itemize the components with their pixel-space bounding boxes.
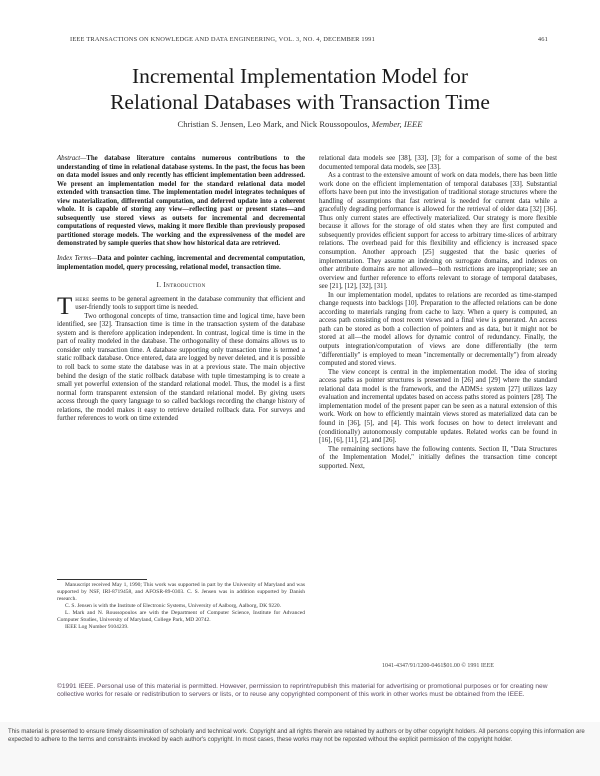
abstract-text: The database literature contains numerous contributions to the understanding of time in relational database systems. In the past, the focus has been on data model issues and only recently has efficient implementation been addressed. We present an implementation model for the standard relational data model extended with transaction time. The implementation model integrates techniques of view materialization, differential computation, and deferred update into a coherent whole. It is capable of storing any view—reflecting past or present states—and subsequently use stored views as outsets for incremental and decremental computations of requested views, making it more flexible than previously proposed partitioned storage models. The working and the expressiveness of the model are demonstrated by sample queries that show how historical data are retrieved. [57,155,305,248]
section-heading-introduction: I. Introduction [156,281,206,290]
ieee-copyright-notice: ©1991 IEEE. Personal use of this material is permitted. However, permission to reprint/republish this material for advertising or promotional purposes or for creating new collective works for resale or redistribution to servers or lists, or to reuse any copyrighted component of this work in other works must be obtained from the IEEE. [57,683,548,699]
abstract-lead: Abstract— [57,155,87,162]
index-terms-text: Data and pointer caching, incremental and decremental computation, implementation model, query processing, relational model, transaction time. [57,255,306,271]
index-terms [57,255,305,272]
intro-paragraph-1 [57,292,305,320]
footnote-rule [57,579,147,580]
author-names: Christian S. Jensen, Leo Mark, and Nick Roussopoulos, [177,119,370,129]
right-paragraph-3: In our implementation model, updates to relations are recorded as time-stamped change requests into backlogs [10]. Preparation to the affected relations can be done according to materials ranging from cache to lazy. When a query is computed, an access path consisting of most recent views and a final view is generated. An access path can be stored as both a collection of pointers and as data, but it might not be stored at all—the model allows for dynamic control of redundancy. Finally, the outputs integration/computation of views are done differentially (the term "differentially" is employed to mean "incrementally or decrementally") from already computed and stored views. [319,291,557,368]
journal-running-title: IEEE TRANSACTIONS ON KNOWLEDGE AND DATA ENGINEERING, VOL. 3, NO. 4, DECEMBER 1991 [70,36,375,43]
footnotes [57,582,305,631]
paper-title-line-1: Incremental Implementation Model for [131,64,469,88]
paper-title-line-2: Relational Databases with Transaction Time [110,90,490,114]
footnote-log-number: IEEE Log Number 9104239. [65,624,129,630]
repository-notice-box [0,722,600,776]
right-paragraph-2: As a contrast to the extensive amount of work on data models, there has been little work done on the efficient implementation of temporal databases [33]. Substantial efforts have been put into the investigation of traditional storage structures where the handling of assumptions that fast retrieval is needed for current data while a gracefully degrading performance is allowed for the retrieval of older data [32] [36]. Thus only current states are effectively materialized. Our strategy is more flexible because it allows for the storage of old states when they are first computed and subsequently provides efficient support for access to arbitrary time-slices of arbitrary relations. The overhead paid for this flexibility and efficiency is increased space consumption. Another approach [25] suggested that the basic queries of implementation. They assume an indexing on surrogate domains, and indexes on other attribute domains are not allowed—both restrictions are inappropriate; see an overview and further reference to efforts relevant to storage of temporal databases, see [21], [12], [32], [31]. [319,172,557,291]
right-column [319,155,557,471]
intro-first-word: here [75,295,90,303]
drop-cap: T [57,292,73,320]
footnote-affiliation-2: L. Mark and N. Roussopoulos are with the Department of Computer Science, Institute for Advanced Computer Studies, University of Maryland, College Park, MD 20742. [57,610,305,623]
author-line [60,119,540,129]
intro-paragraph-2: Two orthogonal concepts of time, transaction time and logical time, have been identified, see [32]. Transaction time is time in the transaction system of the database system and is therefore application independent. In contrast, logical time is time in the part of reality modeled in the database. The orthogonality of these domains allows us to consider only transaction time. A database supporting only transaction time is termed a static rollback database. Once entered, data are logged by never deleted, and it is possible to roll back to some state the database was in at a previous state. The main objective behind the design of the static rollback database with tuple timestamping is to create a small yet powerful extension of the standard relational model. Thus, the model is a first normal form transparent extension of the standard relational model. By giving users access through the query language to so called backlogs recording the change history of relations, the model makes it easy to retrieve detailed rollback data. For surveys and further references to work on time extended [57,312,305,423]
footnote-manuscript: Manuscript received May 1, 1990; This work was supported in part by the University of Maryland and was supported by NSF, IRI-8719458, and AFOSR-89-0303. C. S. Jensen was in addition supported by Danish research. [57,582,305,602]
footnote-affiliation-1: C. S. Jensen is with the Institute of Electronic Systems, University of Aalborg, Aalborg, DK 9220. [65,603,281,609]
intro-paragraph-1-text: seems to be general agreement in the database community that efficient and user-friendly tools to support time is needed. [75,295,305,312]
page-number: 461 [537,36,548,43]
right-paragraph-1: relational data models see [38], [33], [3]; for a comparison of some of the best documented temporal data models, see [33]. [319,155,557,171]
right-paragraph-5: The remaining sections have the following contents. Section II, "Data Structures of the Implementation Model," initially defines the transaction time concept supported. Next, [319,445,557,470]
publication-code: 1041-4347/91/1200-0461$01.00 © 1991 IEEE [382,663,494,669]
right-paragraph-4: The view concept is central in the implementation model. The idea of storing access paths as pointer structures is presented in [26] and [29] where the standard relational data model is the framework, and the ADMS± system [27] utilizes lazy evaluation and incremental updates based on access paths stored as pointers [28]. The implementation model of the present paper can be seen as a natural extension of this work. Work on how to efficiently maintain views stored as materialized data can be found in [36], [5], and [4]. This work focuses on how to detect irrelevant and (conditionally) autonomously computable updates. Related works can be found in [16], [6], [11], [2], and [26]. [319,368,557,445]
running-head [70,36,548,46]
abstract [57,155,305,249]
left-column [57,155,305,424]
index-terms-lead: Index Terms— [57,255,98,263]
author-membership: Member, IEEE [371,119,423,129]
repository-notice-text: This material is presented to ensure timely dissemination of scholarly and technical work. Copyright and all rights therein are retained by authors or by other copyright holders. All persons copying this information are expected to adhere to the terms and constraints invoked by each author's copyright. In most cases, these works may not be reposted without the explicit permission of the copyright holder. [8,728,585,744]
